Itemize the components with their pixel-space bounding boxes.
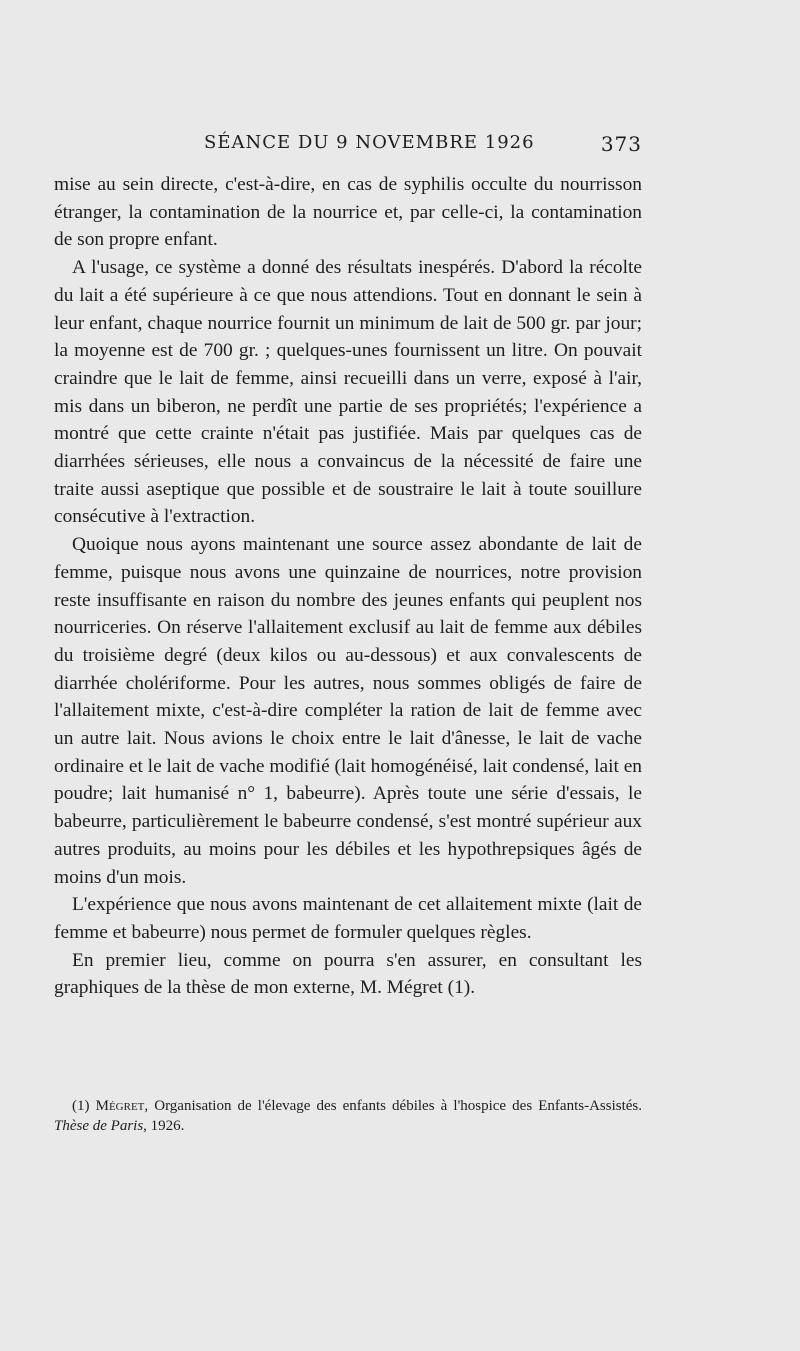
paragraph-first-point: En premier lieu, comme on pourra s'en assurer, en consultant les graphiques de la thèse de mon externe, M. Mégret (1). [54, 949, 642, 999]
paragraph-mixed-feeding: Quoique nous ayons maintenant une source assez abondante de lait de femme, puisque nous avons une quinzaine de nourrices, notre provision reste insuffisante en raison du nombre des jeunes enfants qui peuplent nos nourriceries. On réserve l'allaitement exclusif au lait de femme aux débiles du troisième degré (deux kilos ou au-dessous) et aux convalescents de diarrhée cholériforme. Pour les autres, nous sommes obligés de faire de l'allaitement mixte, c'est-à-dire compléter la ration de lait de femme avec un autre lait. Nous avions le choix entre le lait d'ânesse, le lait de vache ordinaire et le lait de vache modifié (lait homogénéisé, lait condensé, lait en poudre; lait humanisé n° 1, babeurre). Après toute une série d'essais, le babeurre, particulièrement le babeurre condensé, s'est montré supérieur aux autres produits, au moins pour les débiles et les hypothrepsiques âgés de moins d'un mois. [54, 534, 642, 888]
body-text [54, 171, 642, 1002]
footnote-text-1: , Organisation de l'élevage des enfants débiles à l'hospice des Enfants-Assistés. [144, 1098, 643, 1114]
page-number: 373 [600, 132, 642, 156]
page-header [54, 132, 642, 162]
footnote-author: Mégret [95, 1098, 145, 1114]
footnote-work: Thèse de Paris [54, 1118, 144, 1134]
footnote [54, 1096, 642, 1136]
paragraph-results: A l'usage, ce système a donné des résultats inespérés. D'abord la récolte du lait a été supérieure à ce que nous attendions. Tout en donnant le sein à leur enfant, chaque nourrice fournit un minimum de lait de 500 gr. par jour; la moyenne est de 700 gr. ; quelques-unes fournissent un litre. On pouvait craindre que le lait de femme, ainsi recueilli dans un verre, exposé à l'air, mis dans un biberon, ne perdît une partie de ses propriétés; l'expérience a montré que cette crainte n'était pas justifiée. Mais par quelques cas de diarrhées sérieuses, elle nous a convaincus de la nécessité de faire une traite aussi aseptique que possible et de soustraire le lait à toute souillure consécutive à l'extraction. [54, 257, 642, 528]
running-title: SÉANCE DU 9 NOVEMBRE 1926 [204, 132, 535, 153]
footnote-marker: (1) [72, 1098, 90, 1114]
paragraph-experience: L'expérience que nous avons maintenant de cet allaitement mixte (lait de femme et babeurre) nous permet de formuler quelques règles. [54, 894, 642, 943]
paragraph-continuation: mise au sein directe, c'est-à-dire, en cas de syphilis occulte du nourrisson étranger, la contamination de la nourrice et, par celle-ci, la contamination de son propre enfant. [54, 174, 642, 251]
footnote-text-2: , 1926. [143, 1118, 185, 1134]
